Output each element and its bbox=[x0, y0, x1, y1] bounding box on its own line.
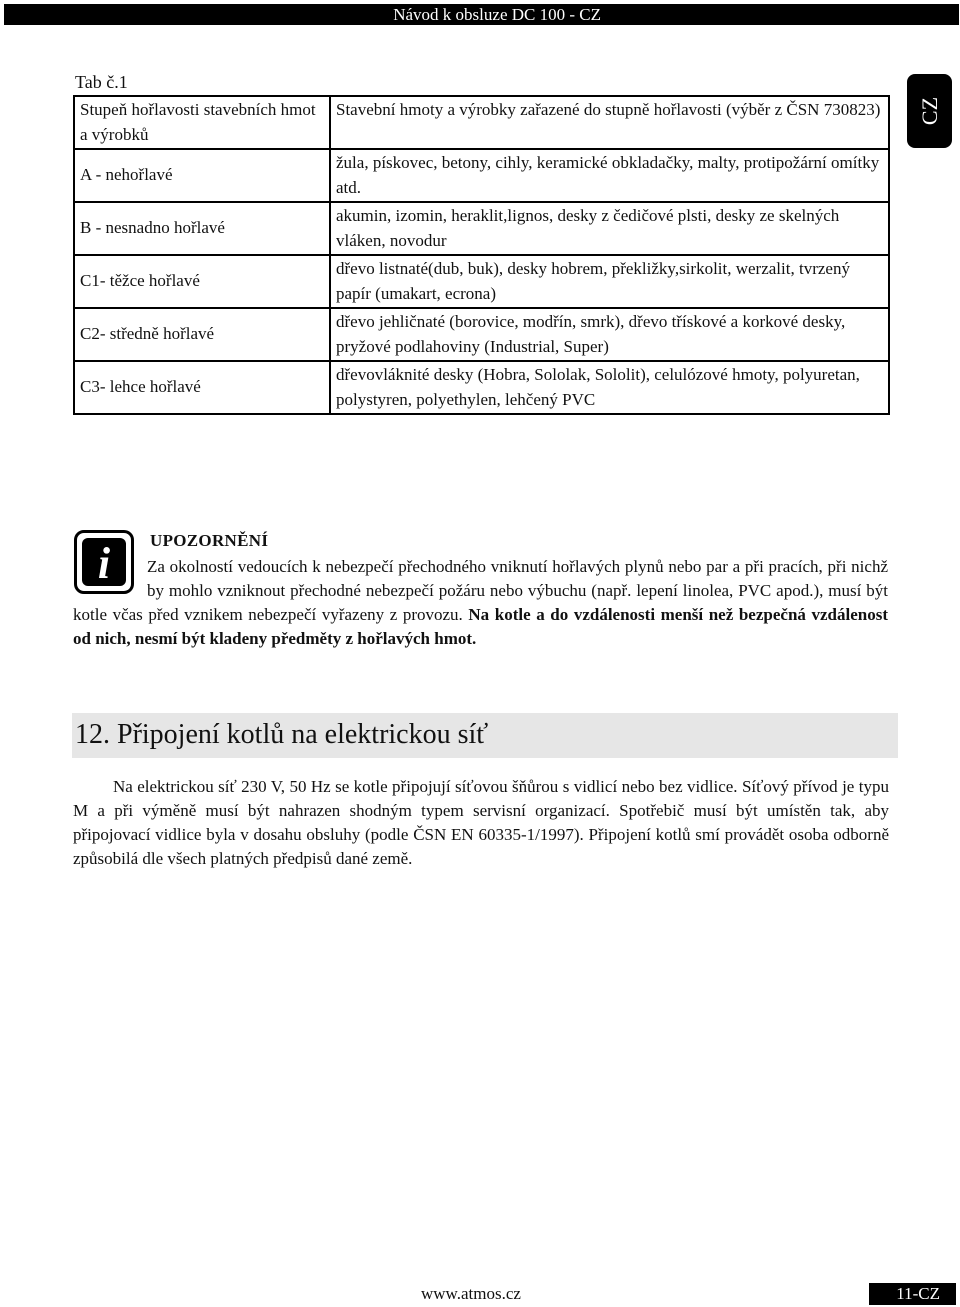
page-number: 11-CZ bbox=[896, 1284, 940, 1303]
table-header-row bbox=[74, 96, 889, 149]
warning-text bbox=[73, 555, 888, 651]
grade-cell: A - nehořlavé bbox=[74, 149, 330, 202]
grade-cell: B - nesnadno hořlavé bbox=[74, 202, 330, 255]
materials-cell: žula, pískovec, betony, cihly, keramické obkladačky, malty, protipožární omítky atd. bbox=[330, 149, 889, 202]
header-title: Návod k obsluze DC 100 - CZ bbox=[393, 5, 601, 24]
table-row bbox=[74, 255, 889, 308]
grade-cell: C2- středně hořlavé bbox=[74, 308, 330, 361]
materials-cell: dřevovláknité desky (Hobra, Sololak, Sololit), celulózové hmoty, polyuretan, polystyren, polyethylen, lehčený PVC bbox=[330, 361, 889, 414]
table-row bbox=[74, 202, 889, 255]
footer-page-box bbox=[869, 1283, 956, 1305]
section-title: 12. Připojení kotlů na elektrickou síť bbox=[75, 719, 489, 750]
materials-cell: dřevo jehličnaté (borovice, modřín, smrk), dřevo třískové a korkové desky, pryžové podlahoviny (Industrial, Super) bbox=[330, 308, 889, 361]
grade-cell: C3- lehce hořlavé bbox=[74, 361, 330, 414]
warning-title: UPOZORNĚNÍ bbox=[150, 531, 269, 550]
info-icon-glyph: i bbox=[82, 538, 126, 586]
page-header bbox=[4, 4, 959, 25]
table-row bbox=[74, 149, 889, 202]
section-paragraph: Na elektrickou síť 230 V, 50 Hz se kotle připojují síťovou šňůrou s vidlicí nebo bez vidlice. Síťový přívod je typu M a při výměně musí být nahrazen shodným typem servisní organizací. Spotřebič musí být umístěn tak, aby připojovací vidlice byla v dosahu obsluhy (podle ČSN EN 60335-1/1997). Připojení kotlů smí provádět osoba odborně způsobilá dle všech platných předpisů dané země. bbox=[73, 777, 889, 868]
table-row bbox=[74, 361, 889, 414]
header-materials: Stavební hmoty a výrobky zařazené do stupně hořlavosti (výběr z ČSN 730823) bbox=[330, 96, 889, 149]
warning-bold: Na kotle a do vzdálenosti menší než bezpečná vzdálenost od nich, nesmí být kladeny předměty z hořlavých hmot. bbox=[73, 605, 888, 648]
header-grade: Stupeň hořlavosti stavebních hmot a výrobků bbox=[74, 96, 330, 149]
table-caption: Tab č.1 bbox=[75, 72, 128, 92]
materials-cell: akumin, izomin, heraklit,lignos, desky z čedičové plsti, desky ze skelných vláken, novodur bbox=[330, 202, 889, 255]
language-tab bbox=[907, 74, 952, 148]
flammability-table bbox=[73, 95, 890, 415]
grade-cell: C1- těžce hořlavé bbox=[74, 255, 330, 308]
footer-url: www.atmos.cz bbox=[421, 1284, 521, 1303]
language-tab-label: CZ bbox=[916, 96, 942, 126]
materials-cell: dřevo listnaté(dub, buk), desky hobrem, překližky,sirkolit, werzalit, tvrzený papír (umakart, ecrona) bbox=[330, 255, 889, 308]
section-heading-bar bbox=[72, 713, 898, 758]
warning-body: Za okolností vedoucích k nebezpečí přechodného vniknutí hořlavých plynů nebo par a při pracích, při nichž by mohlo vzniknout přechodné nebezpečí požáru nebo výbuchu (např. lepení linolea, PVC apod.), musí být kotle včas před vznikem nebezpečí vyřazeny z provozu. bbox=[73, 557, 888, 624]
table-row bbox=[74, 308, 889, 361]
